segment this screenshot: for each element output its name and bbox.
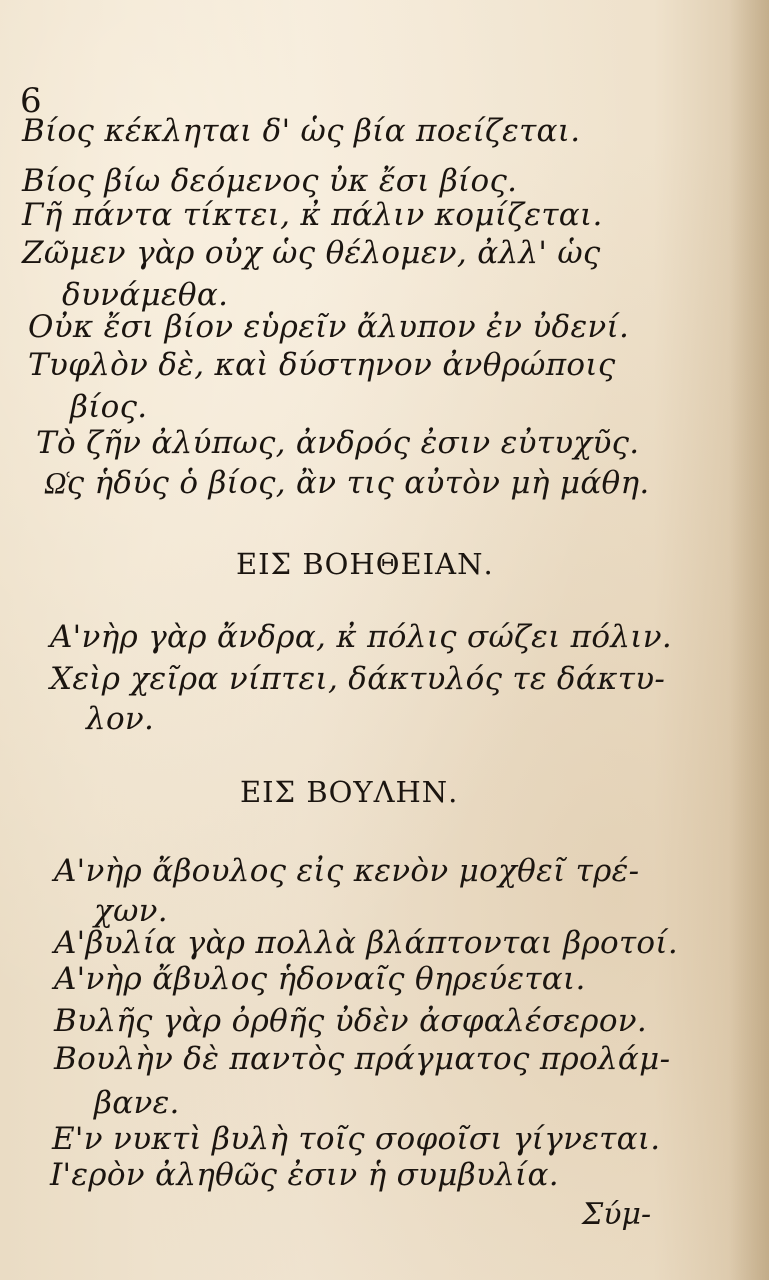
verse-line: βανε. <box>94 1085 180 1121</box>
verse-line: δυνάμεθα. <box>62 277 229 313</box>
verse-line: βίος. <box>70 389 148 425</box>
verse-line: χων. <box>94 893 168 929</box>
verse-line: λον. <box>86 701 155 737</box>
verse-line: Ω͑ς ἡδύς ὁ βίος, ἂν τις αὐτὸν μὴ μάθη. <box>44 465 650 501</box>
verse-line: Ε'ν νυκτὶ βυλὴ τοῖς σοφοῖσι γίγνεται. <box>52 1121 661 1157</box>
page-number: 6 <box>20 81 42 121</box>
verse-line: Οὐκ ἔσι βίον εὑρεῖν ἄλυπον ἐν ὐδενί. <box>28 309 630 345</box>
section-heading-boule: ΕΙΣ ΒΟΥΛΗΝ. <box>240 775 459 809</box>
verse-line: Ζῶμεν γὰρ οὐχ ὡς θέλομεν, ἀλλ' ὡς <box>22 235 601 271</box>
verse-line: Βίος κέκληται δ' ὡς βία ποείζεται. <box>22 113 581 149</box>
verse-line: Βυλῆς γὰρ ὀρθῆς ὐδὲν ἀσφαλέσερον. <box>54 1003 648 1039</box>
catchword: Σύμ- <box>582 1197 652 1232</box>
verse-line: Χεὶρ χεῖρα νίπτει, δάκτυλός τε δάκτυ- <box>50 661 666 697</box>
verse-line: Τὸ ζῆν ἀλύπως, ἀνδρός ἐσιν εὐτυχῦς. <box>36 425 640 461</box>
verse-line: Γῆ πάντα τίκτει, κ̓ πάλιν κομίζεται. <box>22 197 603 233</box>
verse-line: Α'νὴρ ἄβυλος ἡδοναῖς θηρεύεται. <box>54 961 586 997</box>
verse-line: Α'νὴρ γὰρ ἄνδρα, κ̓ πόλις σώζει πόλιν. <box>50 619 673 655</box>
section-heading-boetheia: ΕΙΣ ΒΟΗΘΕΙΑΝ. <box>236 547 494 581</box>
verse-line: Α'βυλία γὰρ πολλὰ βλάπτονται βροτοί. <box>54 925 678 961</box>
verse-line: Βουλὴν δὲ παντὸς πράγματος προλάμ- <box>54 1041 671 1077</box>
verse-line: Τυφλὸν δὲ, καὶ δύστηνον ἀνθρώποις <box>28 347 616 383</box>
verse-line: Βίος βίω δεόμενος ὐκ ἔσι βίος. <box>22 163 518 199</box>
verse-line: Ι'ερὸν ἀληθῶς ἐσιν ἡ συμβυλία. <box>50 1157 559 1193</box>
verse-line: Α'νὴρ ἄβουλος εἰς κενὸν μοχθεῖ τρέ- <box>54 853 640 889</box>
